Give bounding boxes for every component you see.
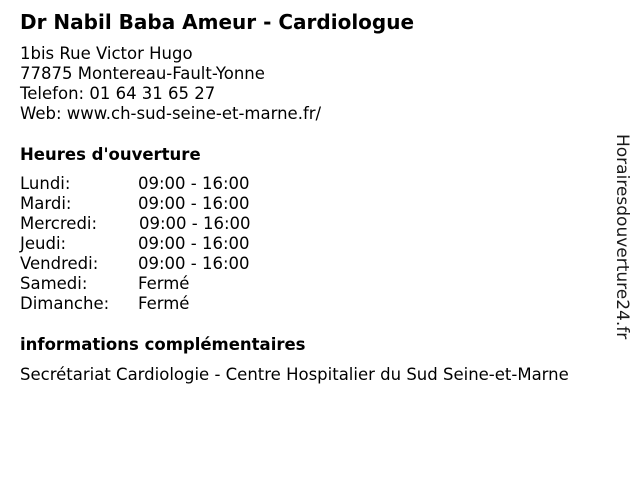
phone-number: Telefon: 01 64 31 65 27 [20,84,216,103]
time-value: 09:00 - 16:00 [138,174,250,193]
day-label: Jeudi: [20,234,67,253]
day-label: Samedi: [20,274,88,293]
time-value: Fermé [138,274,190,293]
time-value: 09:00 - 16:00 [138,234,250,253]
time-value: 09:00 - 16:00 [138,194,250,213]
time-value: 09:00 - 16:00 [139,214,251,233]
street-address: 1bis Rue Victor Hugo [20,44,193,63]
site-watermark: Horairesdouverture24.fr [612,134,632,340]
page-title: Dr Nabil Baba Ameur - Cardiologue [20,10,415,34]
day-label: Mercredi: [20,214,98,233]
time-value: 09:00 - 16:00 [138,254,250,273]
day-label: Lundi: [20,174,71,193]
info-text: Secrétariat Cardiologie - Centre Hospitalier du Sud Seine-et-Marne [20,365,569,384]
day-label: Mardi: [20,194,72,213]
day-label: Dimanche: [20,294,110,313]
address-block [20,44,321,124]
info-heading: informations complémentaires [20,335,306,354]
city-address: 77875 Montereau-Fault-Yonne [20,64,265,83]
day-label: Vendredi: [20,254,99,273]
time-value: Fermé [138,294,190,313]
website: Web: www.ch-sud-seine-et-marne.fr/ [20,104,322,123]
hours-heading: Heures d'ouverture [20,145,201,164]
